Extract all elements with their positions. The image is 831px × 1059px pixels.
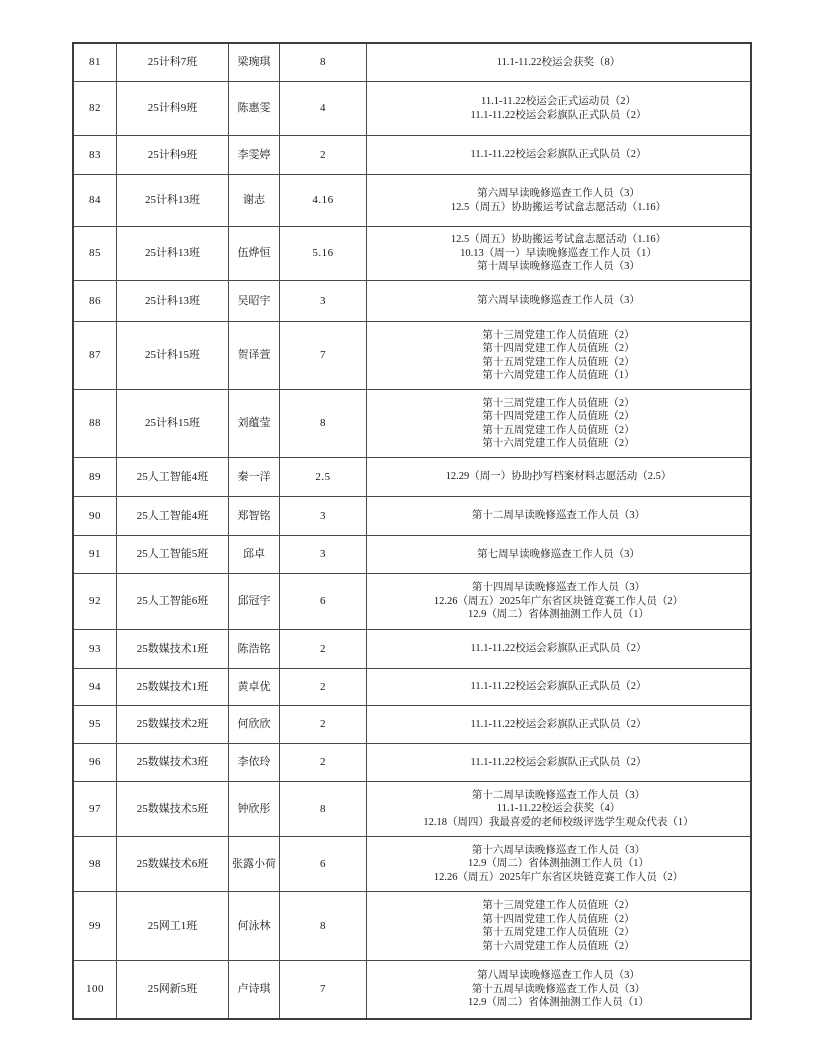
- cell-score: 8: [280, 892, 367, 960]
- cell-score: 2: [280, 669, 367, 705]
- activity-line: 第六周早读晚修巡查工作人员（3）: [477, 295, 640, 307]
- table-row: [74, 281, 750, 322]
- cell-student-name: 谢志: [229, 175, 280, 226]
- cell-student-name: 李雯婷: [229, 136, 280, 174]
- activity-line: 12.9（周二）省体测抽测工作人员（1）: [467, 609, 650, 621]
- activity-line: 第十六周党建工作人员值班（1）: [482, 370, 635, 381]
- activity-line: 第十四周党建工作人员值班（2）: [482, 913, 635, 925]
- activity-line: 第八周早读晚修巡查工作人员（3）: [477, 970, 640, 982]
- cell-score: 2: [280, 630, 367, 668]
- cell-student-name: 黄卓优: [229, 669, 280, 705]
- activity-line: 11.1-11.22校运会彩旗队正式队员（2）: [470, 643, 647, 655]
- cell-class-name: 25数媒技术2班: [117, 706, 229, 743]
- activity-line: 12.5（周五）协助搬运考试盒志愿活动（1.16）: [450, 234, 667, 246]
- cell-student-name: 郑智铭: [229, 497, 280, 535]
- cell-class-name: 25计科13班: [117, 281, 229, 321]
- cell-score: 2: [280, 744, 367, 781]
- table-row: [74, 44, 750, 82]
- cell-class-name: 25数媒技术6班: [117, 837, 229, 891]
- cell-score: 8: [280, 44, 367, 81]
- cell-activities: [367, 669, 750, 705]
- cell-activities: [367, 322, 750, 389]
- activity-line: 第十四周党建工作人员值班（2）: [482, 411, 635, 422]
- cell-class-name: 25计科13班: [117, 175, 229, 226]
- cell-row-number: 99: [74, 892, 117, 960]
- activity-line: 11.1-11.22校运会获奖（8）: [496, 56, 621, 68]
- cell-score: 3: [280, 281, 367, 321]
- activity-line: 第十三周党建工作人员值班（2）: [482, 329, 635, 341]
- activity-line: 第十六周党建工作人员值班（2）: [482, 438, 635, 449]
- activity-line: 12.9（周二）省体测抽测工作人员（1）: [467, 858, 650, 870]
- cell-row-number: 87: [74, 322, 117, 389]
- activity-line: 第十三周党建工作人员值班（2）: [482, 900, 635, 911]
- cell-row-number: 86: [74, 281, 117, 321]
- table-row: [74, 82, 750, 136]
- activity-line: 11.1-11.22校运会彩旗队正式队员（2）: [470, 756, 647, 768]
- cell-activities: [367, 175, 750, 226]
- cell-row-number: 84: [74, 175, 117, 226]
- cell-activities: [367, 744, 750, 781]
- cell-row-number: 98: [74, 837, 117, 891]
- table-row: [74, 322, 750, 390]
- cell-student-name: 刘蕴莹: [229, 390, 280, 457]
- activity-line: 12.18（周四）我最喜爱的老师校级评选学生观众代表（1）: [423, 816, 694, 828]
- table-row: [74, 497, 750, 536]
- activity-line: 第十二周早读晚修巡查工作人员（3）: [471, 789, 646, 801]
- activity-line: 第七周早读晚修巡查工作人员（3）: [477, 548, 640, 560]
- cell-score: 2.5: [280, 458, 367, 496]
- cell-student-name: 何欣欣: [229, 706, 280, 743]
- activity-line: 12.26（周五）2025年广东省区块链竞赛工作人员（2）: [433, 595, 684, 607]
- cell-activities: [367, 837, 750, 891]
- table-row: [74, 630, 750, 669]
- cell-student-name: 张露小荷: [229, 837, 280, 891]
- cell-student-name: 梁琬琪: [229, 44, 280, 81]
- cell-score: 7: [280, 961, 367, 1018]
- cell-student-name: 卢诗琪: [229, 961, 280, 1018]
- cell-score: 7: [280, 322, 367, 389]
- table-row: [74, 227, 750, 281]
- activity-line: 12.9（周二）省体测抽测工作人员（1）: [467, 997, 650, 1009]
- activity-line: 11.1-11.22校运会彩旗队正式队员（2）: [470, 149, 647, 161]
- cell-row-number: 83: [74, 136, 117, 174]
- activity-line: 10.13（周一）早读晚修巡查工作人员（1）: [460, 247, 657, 259]
- cell-activities: [367, 281, 750, 321]
- table-row: [74, 837, 750, 892]
- cell-activities: [367, 630, 750, 668]
- cell-row-number: 88: [74, 390, 117, 457]
- cell-activities: [367, 227, 750, 280]
- activity-line: 11.1-11.22校运会正式运动员（2）: [481, 96, 636, 107]
- cell-class-name: 25计科13班: [117, 227, 229, 280]
- cell-student-name: 伍烨恒: [229, 227, 280, 280]
- cell-row-number: 93: [74, 630, 117, 668]
- activity-line: 第十周早读晚修巡查工作人员（3）: [477, 261, 640, 273]
- cell-class-name: 25数媒技术5班: [117, 782, 229, 836]
- activity-line: 11.1-11.22校运会获奖（4）: [496, 803, 621, 815]
- cell-student-name: 贺译萱: [229, 322, 280, 389]
- cell-activities: [367, 136, 750, 174]
- activity-line: 12.29（周一）协助抄写档案材料志愿活动（2.5）: [445, 471, 672, 483]
- cell-class-name: 25人工智能4班: [117, 458, 229, 496]
- activity-line: 12.5（周五）协助搬运考试盒志愿活动（1.16）: [450, 201, 667, 213]
- cell-activities: [367, 44, 750, 81]
- cell-activities: [367, 536, 750, 573]
- cell-class-name: 25数媒技术3班: [117, 744, 229, 781]
- activity-line: 第十六周早读晚修巡查工作人员（3）: [471, 844, 646, 856]
- cell-activities: [367, 782, 750, 836]
- table-row: [74, 458, 750, 497]
- cell-score: 4.16: [280, 175, 367, 226]
- cell-activities: [367, 574, 750, 629]
- activity-line: 11.1-11.22校运会彩旗队正式队员（2）: [470, 718, 647, 730]
- cell-row-number: 82: [74, 82, 117, 135]
- cell-row-number: 95: [74, 706, 117, 743]
- cell-row-number: 92: [74, 574, 117, 629]
- cell-class-name: 25网新5班: [117, 961, 229, 1018]
- cell-student-name: 钟欣彤: [229, 782, 280, 836]
- cell-student-name: 李依玲: [229, 744, 280, 781]
- cell-activities: [367, 706, 750, 743]
- cell-score: 2: [280, 706, 367, 743]
- cell-score: 2: [280, 136, 367, 174]
- cell-class-name: 25人工智能5班: [117, 536, 229, 573]
- activity-line: 11.1-11.22校运会彩旗队正式队员（2）: [470, 109, 647, 121]
- cell-class-name: 25计科9班: [117, 82, 229, 135]
- cell-activities: [367, 892, 750, 960]
- cell-score: 6: [280, 837, 367, 891]
- cell-class-name: 25计科7班: [117, 44, 229, 81]
- table-row: [74, 744, 750, 782]
- cell-row-number: 97: [74, 782, 117, 836]
- cell-class-name: 25数媒技术1班: [117, 669, 229, 705]
- table-row: [74, 136, 750, 175]
- cell-score: 3: [280, 536, 367, 573]
- cell-class-name: 25网工1班: [117, 892, 229, 960]
- activity-line: 第十四周党建工作人员值班（2）: [482, 343, 635, 354]
- cell-score: 3: [280, 497, 367, 535]
- cell-class-name: 25计科15班: [117, 390, 229, 457]
- table-row: [74, 961, 750, 1018]
- cell-student-name: 秦一洋: [229, 458, 280, 496]
- table-row: [74, 574, 750, 630]
- cell-row-number: 100: [74, 961, 117, 1018]
- cell-row-number: 90: [74, 497, 117, 535]
- activity-line: 第十四周早读晚修巡查工作人员（3）: [471, 582, 646, 594]
- cell-class-name: 25计科9班: [117, 136, 229, 174]
- cell-row-number: 81: [74, 44, 117, 81]
- student-activity-score-table: [72, 42, 752, 1020]
- activity-line: 第十五周党建工作人员值班（2）: [482, 424, 635, 436]
- cell-row-number: 94: [74, 669, 117, 705]
- cell-class-name: 25人工智能4班: [117, 497, 229, 535]
- table-row: [74, 706, 750, 744]
- cell-score: 8: [280, 390, 367, 457]
- cell-activities: [367, 458, 750, 496]
- activity-line: 11.1-11.22校运会彩旗队正式队员（2）: [470, 681, 647, 693]
- cell-student-name: 陈惠雯: [229, 82, 280, 135]
- cell-activities: [367, 497, 750, 535]
- activity-line: 第六周早读晚修巡查工作人员（3）: [477, 188, 640, 199]
- cell-student-name: 吴昭宇: [229, 281, 280, 321]
- activity-line: 第十三周党建工作人员值班（2）: [482, 397, 635, 409]
- activity-line: 第十五周早读晚修巡查工作人员（3）: [471, 983, 646, 995]
- table-row: [74, 390, 750, 458]
- cell-row-number: 96: [74, 744, 117, 781]
- cell-student-name: 邱冠宇: [229, 574, 280, 629]
- table-row: [74, 536, 750, 574]
- table-row: [74, 892, 750, 961]
- cell-activities: [367, 390, 750, 457]
- cell-score: 6: [280, 574, 367, 629]
- cell-class-name: 25数媒技术1班: [117, 630, 229, 668]
- cell-row-number: 85: [74, 227, 117, 280]
- activity-line: 第十二周早读晚修巡查工作人员（3）: [471, 510, 646, 522]
- table-row: [74, 669, 750, 706]
- table-row: [74, 782, 750, 837]
- activity-line: 12.26（周五）2025年广东省区块链竞赛工作人员（2）: [433, 871, 684, 883]
- cell-class-name: 25计科15班: [117, 322, 229, 389]
- cell-score: 8: [280, 782, 367, 836]
- activity-line: 第十六周党建工作人员值班（2）: [482, 940, 635, 952]
- cell-activities: [367, 82, 750, 135]
- cell-activities: [367, 961, 750, 1018]
- cell-class-name: 25人工智能6班: [117, 574, 229, 629]
- cell-student-name: 邱卓: [229, 536, 280, 573]
- cell-row-number: 89: [74, 458, 117, 496]
- table-row: [74, 175, 750, 227]
- cell-student-name: 何泳林: [229, 892, 280, 960]
- activity-line: 第十五周党建工作人员值班（2）: [482, 927, 635, 938]
- activity-line: 第十五周党建工作人员值班（2）: [482, 356, 635, 368]
- cell-row-number: 91: [74, 536, 117, 573]
- cell-student-name: 陈浩铭: [229, 630, 280, 668]
- cell-score: 5.16: [280, 227, 367, 280]
- cell-score: 4: [280, 82, 367, 135]
